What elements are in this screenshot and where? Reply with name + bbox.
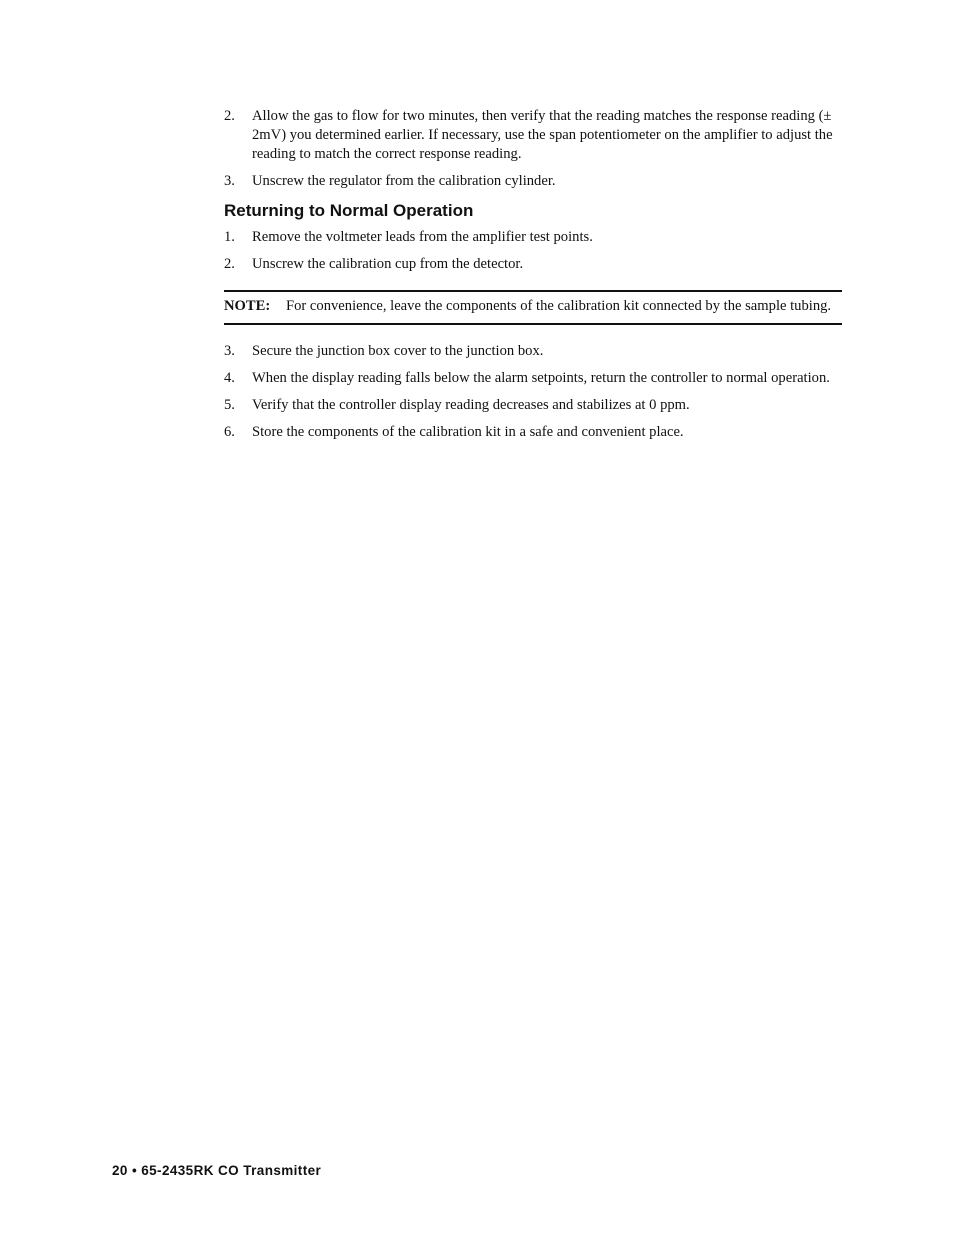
- list-item: [224, 342, 842, 361]
- step-number: 2.: [224, 108, 235, 124]
- step-text: Allow the gas to flow for two minutes, then verify that the reading matches the response reading (± 2mV) you determined earlier. If necessary, use the span potentiometer on the amplifier to adjust the reading to match the correct response reading.: [252, 108, 833, 162]
- list-item: [224, 423, 842, 442]
- list-item: [224, 369, 842, 388]
- list-item: [224, 396, 842, 415]
- step-text: Remove the voltmeter leads from the amplifier test points.: [252, 229, 593, 245]
- step-number: 3.: [224, 343, 235, 359]
- list-item: [224, 172, 842, 191]
- step-number: 4.: [224, 370, 235, 386]
- step-text: Store the components of the calibration kit in a safe and convenient place.: [252, 424, 684, 440]
- page-footer: 20 • 65-2435RK CO Transmitter: [112, 1163, 322, 1178]
- step-number: 2.: [224, 256, 235, 272]
- step-text: Unscrew the calibration cup from the detector.: [252, 256, 524, 272]
- step-text: Unscrew the regulator from the calibration cylinder.: [252, 173, 556, 189]
- step-text: Verify that the controller display reading decreases and stabilizes at 0 ppm.: [252, 397, 690, 413]
- step-text: Secure the junction box cover to the junction box.: [252, 343, 544, 359]
- step-number: 5.: [224, 397, 235, 413]
- page-content: [224, 107, 842, 450]
- step-number: 3.: [224, 173, 235, 189]
- note-text: For convenience, leave the components of the calibration kit connected by the sample tubing.: [286, 298, 832, 314]
- list-item: [224, 228, 842, 247]
- step-number: 6.: [224, 424, 235, 440]
- step-number: 1.: [224, 229, 235, 245]
- list-item: [224, 107, 842, 164]
- section-heading: Returning to Normal Operation: [224, 201, 474, 220]
- step-text: When the display reading falls below the alarm setpoints, return the controller to normal operation.: [252, 370, 830, 386]
- list-item: [224, 255, 842, 274]
- note-label: NOTE:: [224, 298, 271, 314]
- note-box: [224, 290, 842, 325]
